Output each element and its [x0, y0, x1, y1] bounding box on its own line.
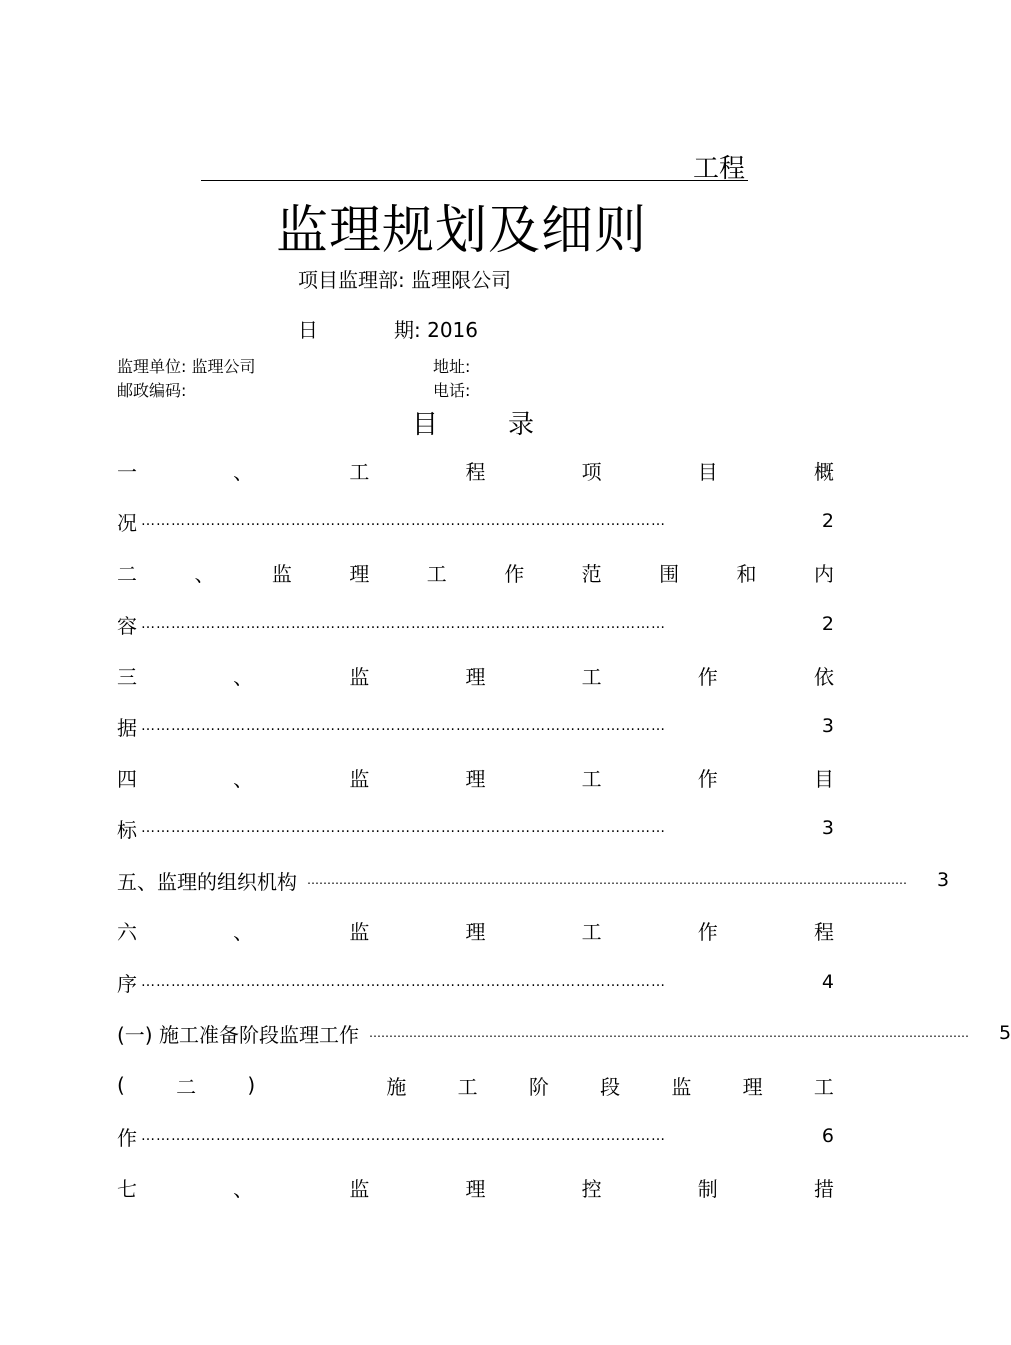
toc-char: 项 — [581, 459, 602, 484]
toc-entry-tail: 况 — [117, 510, 137, 535]
toc-entry-3-heading — [117, 660, 834, 690]
toc-entry-6-heading — [117, 915, 834, 945]
toc-char: 理 — [349, 561, 370, 586]
toc-char: 控 — [581, 1176, 602, 1201]
toc-char: 、 — [233, 459, 254, 484]
leader-dots: …………………………………………………………………………………………… — [141, 616, 666, 632]
date-value: 2016 — [427, 318, 479, 342]
leader-dots: …………………………………………………………………………………………… — [141, 718, 666, 734]
toc-char: 理 — [465, 766, 486, 791]
address-label: 地址: — [433, 357, 471, 376]
toc-entry-7[interactable] — [117, 1018, 1011, 1048]
toc-entry-tail: 标 — [117, 817, 137, 842]
leader-dots: …………………………………………………………………………………………………………………………………… — [368, 1026, 969, 1040]
toc-page-number: 3 — [821, 715, 834, 737]
toc-page-number: 3 — [937, 869, 950, 891]
unit-label: 监理单位: — [117, 357, 187, 376]
toc-char: 监 — [349, 1176, 370, 1201]
toc-char: 二 — [176, 1074, 197, 1099]
toc-entry-tail: 序 — [117, 971, 137, 996]
toc-entry-5[interactable] — [117, 865, 950, 895]
toc-char: 理 — [465, 919, 486, 944]
toc-char: 内 — [813, 561, 834, 586]
unit-line — [117, 354, 256, 377]
toc-entry-tail: 据 — [117, 715, 137, 740]
toc-page-number: 4 — [821, 971, 834, 993]
toc-char: 工 — [581, 766, 602, 791]
toc-entry-4-leader[interactable] — [117, 813, 834, 843]
toc-entry-2-heading — [117, 557, 834, 587]
toc-entry-9-heading — [117, 1172, 834, 1202]
toc-title-char-1: 目 — [412, 410, 439, 440]
toc-char: 程 — [813, 919, 834, 944]
leader-dots: …………………………………………………………………………………………… — [141, 974, 666, 990]
toc-char: 工 — [581, 919, 602, 944]
toc-char: 制 — [697, 1176, 718, 1201]
toc-entry-2-leader[interactable] — [117, 609, 834, 639]
toc-char: 施 — [386, 1074, 407, 1099]
toc-page-number: 5 — [998, 1022, 1011, 1044]
project-name-suffix: 工程 — [693, 154, 746, 184]
toc-char: 和 — [736, 561, 757, 586]
toc-char: 四 — [117, 766, 137, 791]
toc-char: 作 — [697, 919, 718, 944]
toc-page-number: 2 — [821, 613, 834, 635]
toc-char: 监 — [349, 766, 370, 791]
toc-entry-8-leader[interactable] — [117, 1121, 834, 1151]
dept-value: 监理限公司 — [411, 268, 512, 292]
toc-char: 理 — [742, 1074, 763, 1099]
toc-char: 目 — [697, 459, 718, 484]
toc-entry-3-leader[interactable] — [117, 711, 834, 741]
toc-char: 围 — [659, 561, 680, 586]
toc-char: 概 — [813, 459, 834, 484]
toc-char: 七 — [117, 1176, 137, 1201]
toc-title — [412, 404, 534, 441]
toc-page-number: 6 — [821, 1125, 834, 1147]
toc-char: 理 — [465, 1176, 486, 1201]
toc-entry-1-leader[interactable] — [117, 506, 834, 536]
toc-char: 作 — [697, 664, 718, 689]
toc-char: 作 — [697, 766, 718, 791]
toc-char: 工 — [581, 664, 602, 689]
toc-char: 阶 — [528, 1074, 549, 1099]
toc-char: 理 — [465, 664, 486, 689]
supervision-dept-line — [298, 264, 511, 293]
toc-char: ) — [247, 1073, 256, 1097]
toc-char: 二 — [117, 561, 137, 586]
toc-char: 措 — [813, 1176, 834, 1201]
toc-char: 工 — [426, 561, 447, 586]
toc-char: 监 — [271, 561, 292, 586]
toc-char: 目 — [813, 766, 834, 791]
postal-code-label: 邮政编码: — [117, 381, 187, 400]
toc-char: 、 — [233, 766, 254, 791]
toc-char: 一 — [117, 459, 137, 484]
toc-char: 、 — [194, 561, 215, 586]
toc-entry-6-leader[interactable] — [117, 967, 834, 997]
toc-entry-8-heading — [117, 1070, 834, 1100]
toc-char: 范 — [581, 561, 602, 586]
toc-char: 依 — [813, 664, 834, 689]
toc-char: 六 — [117, 919, 137, 944]
toc-entry-4-heading — [117, 762, 834, 792]
toc-entry-title: (一) 施工准备阶段监理工作 — [117, 1022, 359, 1047]
toc-char: 工 — [349, 459, 370, 484]
leader-dots: …………………………………………………………………………………………… — [141, 820, 666, 836]
toc-char: 段 — [600, 1074, 621, 1099]
toc-char: 、 — [233, 664, 254, 689]
unit-value: 监理公司 — [191, 357, 256, 376]
toc-entry-1-heading — [117, 455, 834, 485]
leader-dots: …………………………………………………………………………………………… — [141, 513, 666, 529]
dept-label: 项目监理部: — [298, 268, 405, 292]
toc-char: 监 — [349, 919, 370, 944]
phone-label: 电话: — [433, 381, 471, 400]
toc-char: ( — [117, 1073, 125, 1097]
toc-entry-tail: 作 — [117, 1125, 137, 1150]
toc-page-number: 2 — [821, 510, 834, 532]
date-label-2: 期: — [394, 318, 421, 342]
toc-char: 程 — [465, 459, 486, 484]
toc-char: 三 — [117, 664, 137, 689]
leader-dots: …………………………………………………………………………………………… — [141, 1128, 666, 1144]
project-name-underline — [201, 180, 748, 181]
toc-char: 、 — [233, 919, 254, 944]
toc-entry-tail: 容 — [117, 613, 137, 638]
toc-char: 、 — [233, 1176, 254, 1201]
toc-char: 工 — [813, 1074, 834, 1099]
toc-char: 监 — [349, 664, 370, 689]
date-label-1: 日 — [298, 318, 318, 342]
toc-char: 监 — [671, 1074, 692, 1099]
toc-page-number: 3 — [821, 817, 834, 839]
leader-dots: …………………………………………………………………………………………………………………………………… — [307, 873, 907, 887]
toc-char: 作 — [504, 561, 525, 586]
date-line — [298, 314, 478, 343]
toc-char: 工 — [457, 1074, 478, 1099]
toc-entry-title: 五、监理的组织机构 — [117, 869, 297, 894]
document-title: 监理规划及细则 — [276, 201, 648, 261]
toc-title-char-2: 录 — [508, 410, 535, 440]
